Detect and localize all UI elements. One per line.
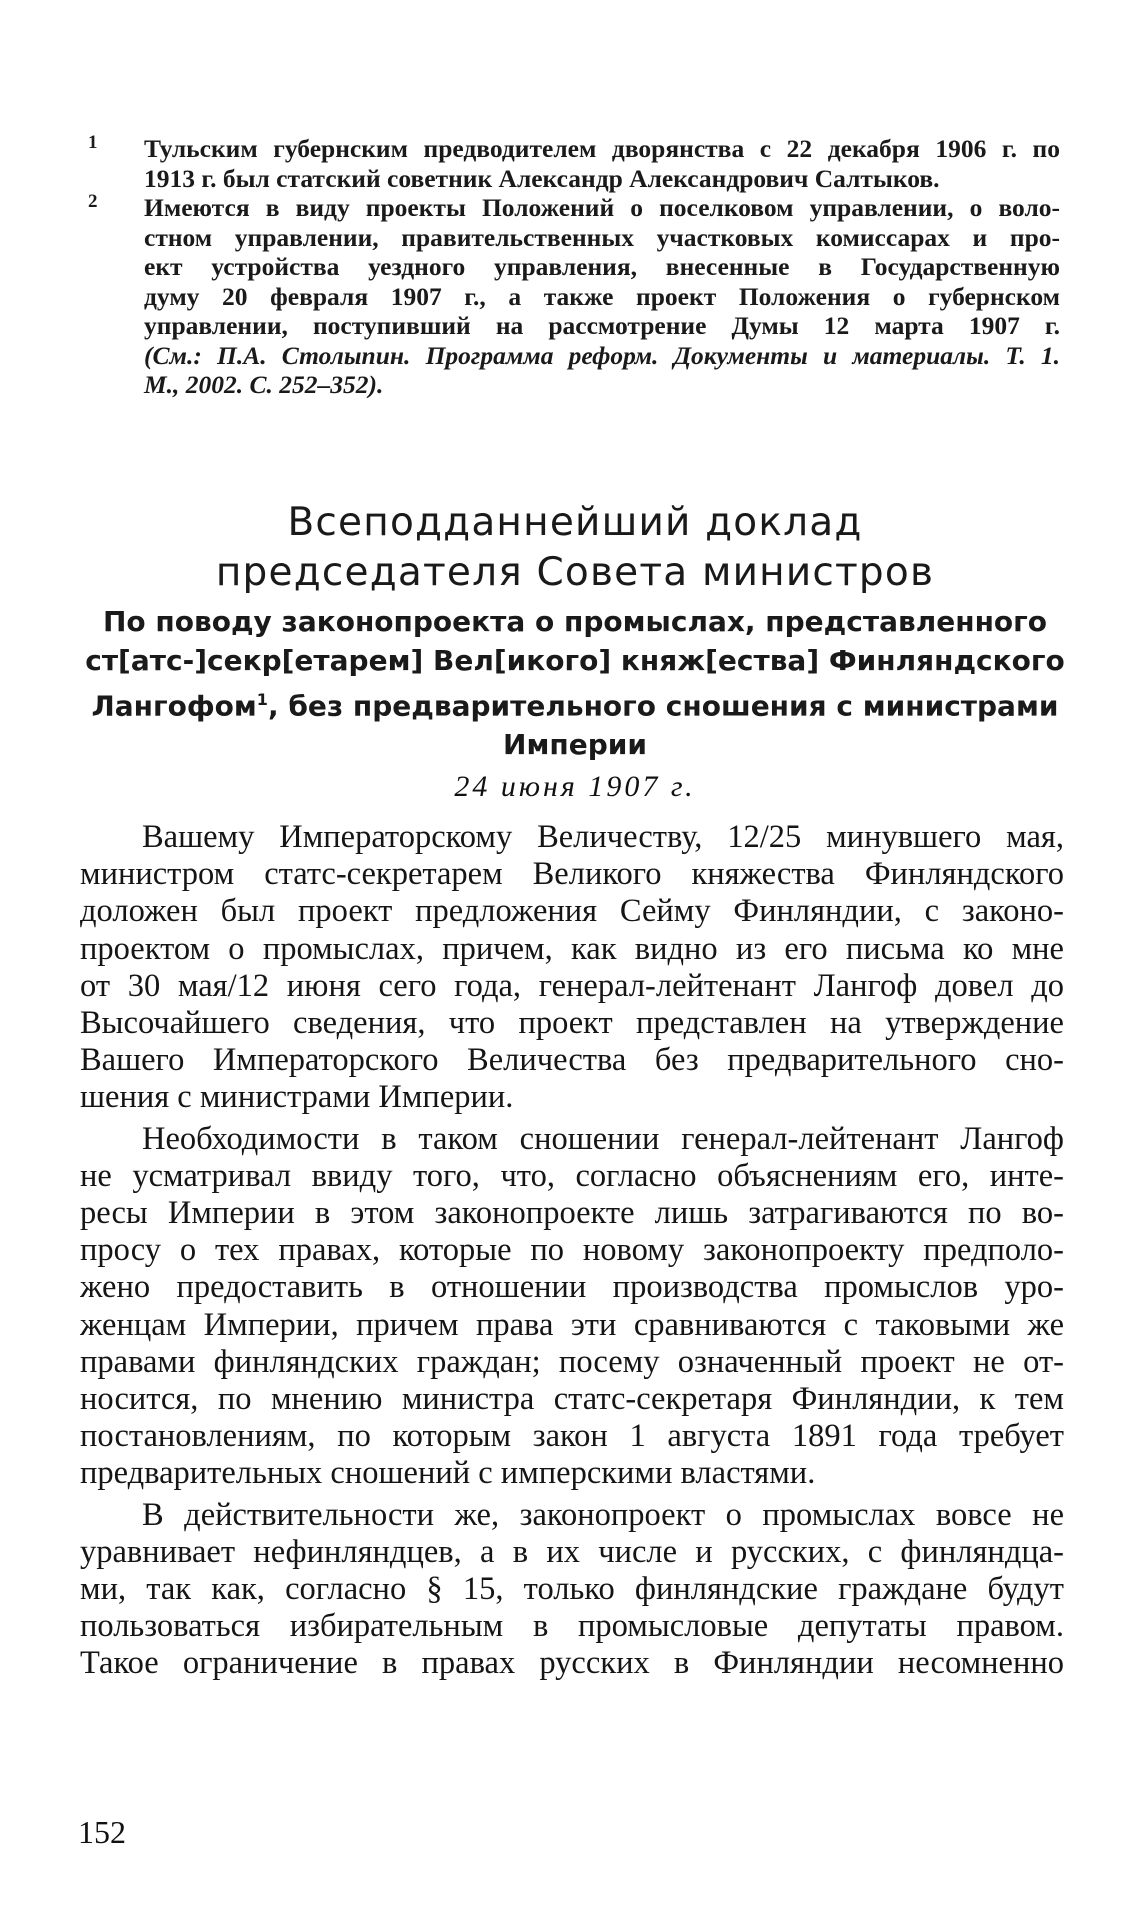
text-line: Такое ограничение в правах русских в Финляндии несомненно bbox=[80, 1645, 1064, 1682]
text-line: уравнивает нефинляндцев, а в их числе и русских, с финляндца- bbox=[80, 1533, 1064, 1570]
body-text bbox=[80, 819, 1064, 1683]
footnotes bbox=[88, 134, 1060, 400]
heading-subtitle-line: По поводу законопроекта о промыслах, представленного bbox=[102, 605, 1048, 638]
heading-title-line: Всеподданнейший доклад bbox=[287, 500, 863, 545]
footnote-number: 2 bbox=[88, 191, 98, 212]
text-line: Высочайшего сведения, что проект представлен на утверждение bbox=[80, 1005, 1064, 1042]
heading-subtitle-line: Империи bbox=[503, 728, 647, 762]
footnote-source-line: М., 2002. С. 252–352). bbox=[144, 370, 384, 399]
text-line: предварительных сношений с имперскими властями. bbox=[80, 1455, 816, 1492]
footnote-line: Тульским губернским предводителем дворянства с 22 декабря 1906 г. по bbox=[144, 134, 1060, 163]
document-date: 24 июня 1907 г. bbox=[454, 770, 696, 804]
footnote-source-line: (См.: П.А. Столыпин. Программа реформ. Документы и материалы. Т. 1. bbox=[144, 340, 1060, 370]
text-line: не усматривал ввиду того, что, согласно объяснениям его, инте- bbox=[80, 1157, 1064, 1194]
footnote-reference: 1 bbox=[256, 690, 268, 709]
document-heading bbox=[60, 498, 1090, 806]
heading-subtitle-fragment: Лангофом bbox=[91, 689, 257, 723]
footnote-2 bbox=[88, 193, 1060, 400]
text-line: просу о тех правах, которые по новому законопроекту предполо- bbox=[80, 1232, 1064, 1269]
text-line: доложен был проект предложения Сейму Финляндии, с законо- bbox=[80, 893, 1064, 930]
text-line: от 30 мая/12 июня сего года, генерал-лейтенант Лангоф довел до bbox=[80, 967, 1064, 1004]
footnote-line: стном управлении, правительственных участковых комиссарах и про- bbox=[144, 222, 1060, 252]
text-line: Вашему Императорскому Величеству, 12/25 минувшего мая, bbox=[142, 819, 1064, 855]
paragraph-3 bbox=[80, 1497, 1064, 1683]
text-line: министром статс-секретарем Великого княжества Финляндского bbox=[80, 856, 1064, 893]
footnote-line: ект устройства уездного управления, внесенные в Государственную bbox=[144, 252, 1060, 281]
text-line: Вашего Императорского Величества без предварительного сно- bbox=[80, 1042, 1064, 1079]
footnote-line: думу 20 февраля 1907 г., а также проект Положения о губернском bbox=[144, 281, 1060, 311]
text-line: ресы Империи в этом законопроекте лишь затрагиваются по во- bbox=[80, 1195, 1064, 1232]
text-line: Необходимости в таком сношении генерал-лейтенант Лангоф bbox=[142, 1120, 1064, 1157]
paragraph-1 bbox=[80, 819, 1064, 1117]
text-line: шения с министрами Империи. bbox=[80, 1079, 514, 1116]
page-number: 152 bbox=[78, 1814, 126, 1850]
text-line: постановлениям, по которым закон 1 августа 1891 года требует bbox=[80, 1418, 1064, 1455]
text-line: пользоваться избирательным в промысловые депутаты правом. bbox=[80, 1608, 1064, 1645]
text-line: В действительности же, законопроект о промыслах вовсе не bbox=[142, 1496, 1064, 1533]
text-line: ми, так как, согласно § 15, только финляндские граждане будут bbox=[80, 1571, 1064, 1608]
text-line: жено предоставить в отношении производства промыслов уро- bbox=[80, 1269, 1064, 1306]
text-line: правами финляндских граждан; посему означенный проект не от- bbox=[80, 1343, 1064, 1380]
footnote-line: Имеются в виду проекты Положений о поселковом управлении, о воло- bbox=[144, 193, 1060, 222]
heading-subtitle-line: ст[атс-]секр[етарем] Вел[икого] княж[ества] Финляндского bbox=[85, 644, 1065, 677]
text-line: проектом о промыслах, причем, как видно из его письма ко мне bbox=[80, 930, 1064, 967]
text-line: носится, по мнению министра статс-секретаря Финляндии, к тем bbox=[80, 1381, 1064, 1418]
heading-subtitle bbox=[60, 602, 1090, 764]
text-line: женцам Империи, причем права эти сравниваются с таковыми же bbox=[80, 1306, 1064, 1343]
heading-title-line: председателя Совета министров bbox=[215, 550, 935, 595]
footnote-line: 1913 г. был статский советник Александр Александрович Салтыков. bbox=[144, 163, 940, 193]
paragraph-2 bbox=[80, 1121, 1064, 1493]
heading-subtitle-line bbox=[60, 680, 1090, 725]
footnote-number: 1 bbox=[88, 132, 98, 153]
footnote-line: управлении, поступивший на рассмотрение Думы 12 марта 1907 г. bbox=[144, 311, 1060, 340]
footnote-1 bbox=[88, 134, 1060, 193]
heading-subtitle-fragment: , без предварительного сношения с министрами bbox=[267, 689, 1059, 723]
